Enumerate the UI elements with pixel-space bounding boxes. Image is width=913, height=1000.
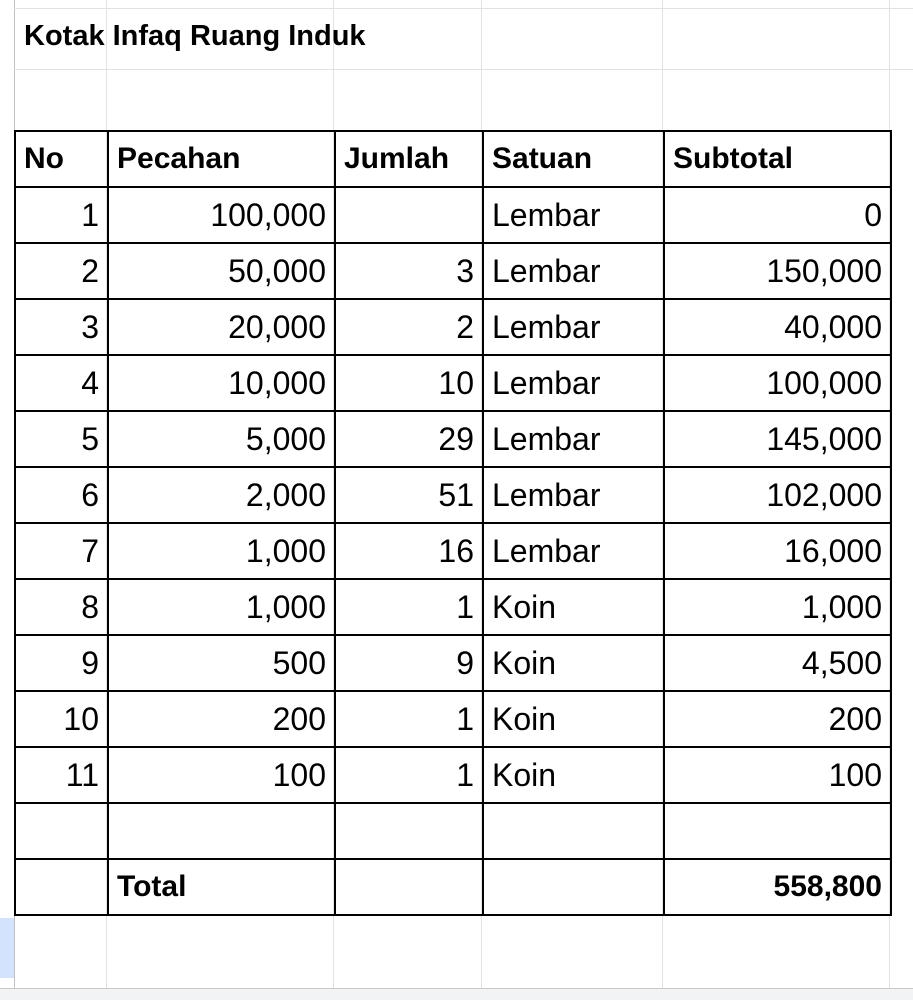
- total-row: [15, 859, 891, 915]
- cell-jumlah[interactable]: 1: [335, 691, 483, 747]
- cell-pecahan[interactable]: 500: [108, 635, 335, 691]
- cell-subtotal[interactable]: 200: [664, 691, 891, 747]
- total-label[interactable]: Total: [108, 859, 335, 915]
- cell-no[interactable]: 2: [15, 243, 108, 299]
- cell-pecahan[interactable]: 20,000: [108, 299, 335, 355]
- table-row: [15, 355, 891, 411]
- cell-pecahan[interactable]: 100,000: [108, 187, 335, 243]
- cell-subtotal[interactable]: 1,000: [664, 579, 891, 635]
- empty-row: [15, 803, 891, 859]
- table-row: [15, 523, 891, 579]
- gridline: [14, 8, 913, 9]
- cell-satuan[interactable]: Koin: [483, 691, 664, 747]
- cell-pecahan[interactable]: 1,000: [108, 579, 335, 635]
- table-row: [15, 467, 891, 523]
- cell-jumlah[interactable]: 1: [335, 747, 483, 803]
- cell-satuan[interactable]: Koin: [483, 579, 664, 635]
- cell-subtotal[interactable]: 40,000: [664, 299, 891, 355]
- cell-satuan[interactable]: Koin: [483, 635, 664, 691]
- cell-subtotal[interactable]: 4,500: [664, 635, 891, 691]
- empty-cell[interactable]: [335, 803, 483, 859]
- horizontal-scrollbar[interactable]: [0, 988, 913, 1000]
- cell-no[interactable]: 8: [15, 579, 108, 635]
- cell-no[interactable]: 5: [15, 411, 108, 467]
- cell-jumlah[interactable]: 9: [335, 635, 483, 691]
- cell-subtotal[interactable]: 0: [664, 187, 891, 243]
- empty-cell[interactable]: [15, 803, 108, 859]
- cell-no[interactable]: 1: [15, 187, 108, 243]
- table-row: [15, 299, 891, 355]
- cell-no[interactable]: 7: [15, 523, 108, 579]
- row-header-strip[interactable]: [0, 0, 15, 988]
- cell-pecahan[interactable]: 10,000: [108, 355, 335, 411]
- cell-no[interactable]: 11: [15, 747, 108, 803]
- table-row: [15, 635, 891, 691]
- cell-pecahan[interactable]: 50,000: [108, 243, 335, 299]
- cell-jumlah[interactable]: 51: [335, 467, 483, 523]
- cell-satuan[interactable]: Lembar: [483, 187, 664, 243]
- table-row: [15, 243, 891, 299]
- cell-satuan[interactable]: Lembar: [483, 243, 664, 299]
- cell-no[interactable]: 4: [15, 355, 108, 411]
- header-satuan[interactable]: Satuan: [483, 131, 664, 187]
- cell-no[interactable]: 10: [15, 691, 108, 747]
- cell-subtotal[interactable]: 145,000: [664, 411, 891, 467]
- empty-cell[interactable]: [483, 859, 664, 915]
- cell-satuan[interactable]: Lembar: [483, 523, 664, 579]
- cell-satuan[interactable]: Lembar: [483, 299, 664, 355]
- cell-no[interactable]: 9: [15, 635, 108, 691]
- cell-jumlah[interactable]: 16: [335, 523, 483, 579]
- header-no[interactable]: No: [15, 131, 108, 187]
- cell-satuan[interactable]: Lembar: [483, 411, 664, 467]
- cell-jumlah[interactable]: 2: [335, 299, 483, 355]
- cell-jumlah[interactable]: 29: [335, 411, 483, 467]
- empty-cell[interactable]: [664, 803, 891, 859]
- table-row: [15, 691, 891, 747]
- cell-jumlah[interactable]: 1: [335, 579, 483, 635]
- cell-pecahan[interactable]: 2,000: [108, 467, 335, 523]
- cell-subtotal[interactable]: 100: [664, 747, 891, 803]
- selected-row-header[interactable]: [0, 918, 14, 978]
- cell-jumlah[interactable]: [335, 187, 483, 243]
- header-subtotal[interactable]: Subtotal: [664, 131, 891, 187]
- cell-no[interactable]: 6: [15, 467, 108, 523]
- cell-pecahan[interactable]: 1,000: [108, 523, 335, 579]
- header-pecahan[interactable]: Pecahan: [108, 131, 335, 187]
- table-row: [15, 579, 891, 635]
- cell-subtotal[interactable]: 16,000: [664, 523, 891, 579]
- empty-cell[interactable]: [483, 803, 664, 859]
- cell-pecahan[interactable]: 5,000: [108, 411, 335, 467]
- table-row: [15, 411, 891, 467]
- cell-satuan[interactable]: Koin: [483, 747, 664, 803]
- header-row: [15, 131, 891, 187]
- empty-cell[interactable]: [108, 803, 335, 859]
- cell-satuan[interactable]: Lembar: [483, 355, 664, 411]
- cell-satuan[interactable]: Lembar: [483, 467, 664, 523]
- header-jumlah[interactable]: Jumlah: [335, 131, 483, 187]
- gridline: [14, 69, 913, 70]
- cell-jumlah[interactable]: 3: [335, 243, 483, 299]
- cell-jumlah[interactable]: 10: [335, 355, 483, 411]
- cell-subtotal[interactable]: 100,000: [664, 355, 891, 411]
- table-row: [15, 187, 891, 243]
- cell-pecahan[interactable]: 200: [108, 691, 335, 747]
- empty-cell[interactable]: [335, 859, 483, 915]
- table-row: [15, 747, 891, 803]
- total-value[interactable]: 558,800: [664, 859, 891, 915]
- cell-no[interactable]: 3: [15, 299, 108, 355]
- cell-pecahan[interactable]: 100: [108, 747, 335, 803]
- empty-cell[interactable]: [15, 859, 108, 915]
- sheet-title[interactable]: Kotak Infaq Ruang Induk: [24, 20, 366, 52]
- cell-subtotal[interactable]: 102,000: [664, 467, 891, 523]
- cell-subtotal[interactable]: 150,000: [664, 243, 891, 299]
- infaq-table: [14, 130, 892, 916]
